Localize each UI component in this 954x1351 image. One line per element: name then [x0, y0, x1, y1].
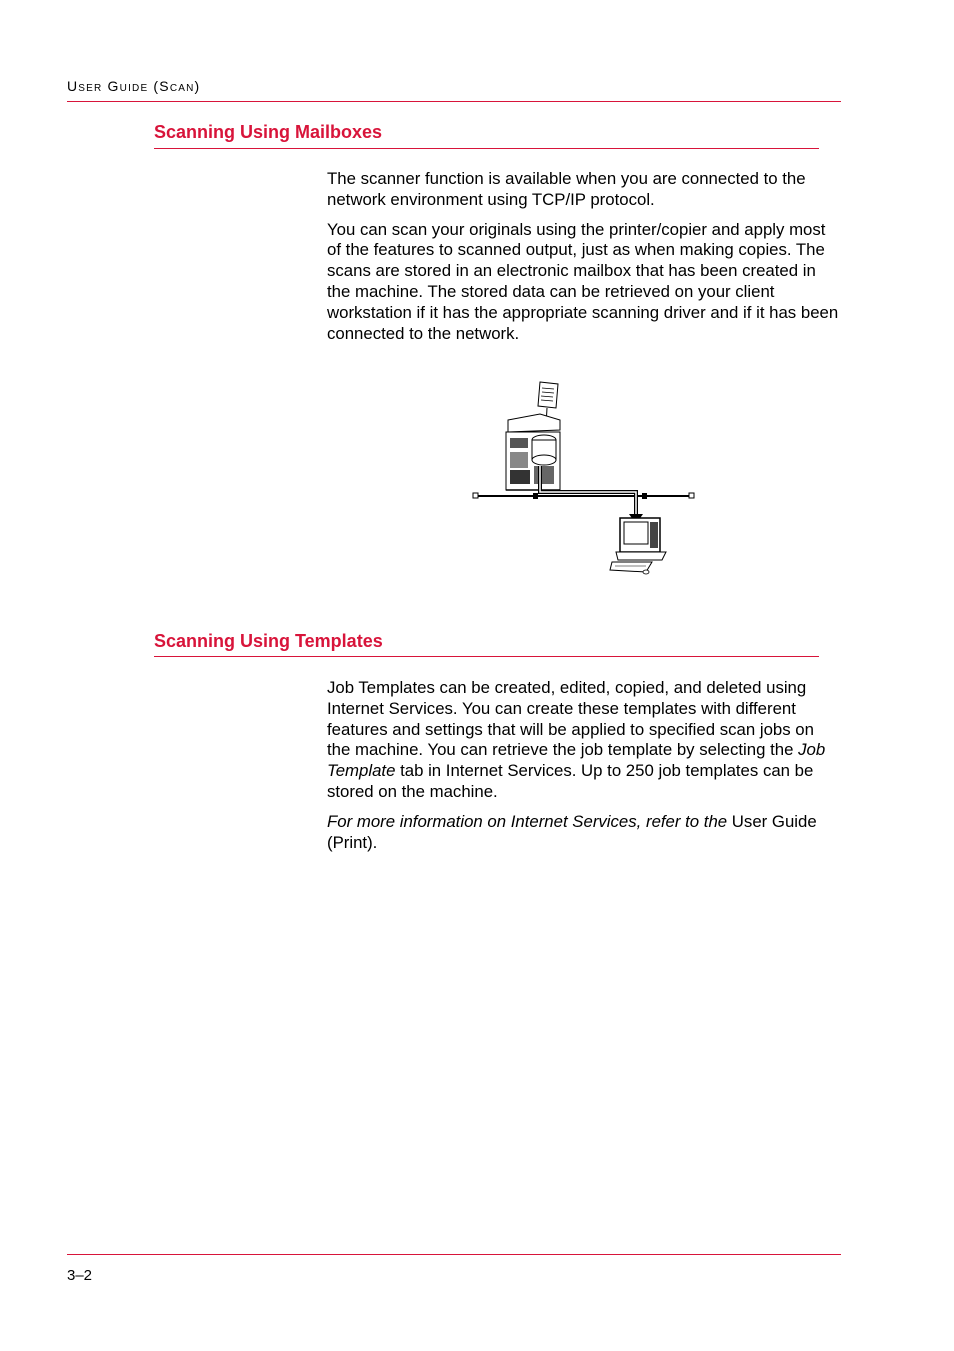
mailboxes-body	[327, 169, 841, 353]
footer-rule	[67, 1254, 841, 1255]
italic-run: For more information on Internet Services, refer to the	[327, 811, 728, 831]
italic-run: Job Template	[327, 740, 826, 781]
section-title-mailboxes: Scanning Using Mailboxes	[154, 122, 383, 142]
header-rule	[67, 101, 841, 102]
reference-note	[327, 812, 841, 854]
copier-icon	[506, 414, 560, 490]
section-title-templates: Scanning Using Templates	[154, 631, 383, 651]
section-rule-mailboxes	[154, 148, 819, 149]
templates-body	[327, 678, 841, 862]
section-rule-templates	[154, 656, 819, 657]
network-scan-figure	[470, 378, 696, 576]
text-run: Job Templates can be created, edited, copied, and deleted using Internet Services. You can create these templates with different features and settings that will be applied to specified scan jobs on the machine. You can retrieve the job template by selecting the	[327, 678, 814, 760]
paragraph: The scanner function is available when you are connected to the network environment using TCP/IP protocol.	[327, 169, 806, 209]
workstation-icon	[610, 518, 666, 574]
paragraph	[327, 678, 841, 803]
text-run: tab in Internet Services. Up to 250 job templates can be stored on the machine.	[327, 761, 814, 801]
page-number: 3–2	[67, 1267, 93, 1284]
paragraph: You can scan your originals using the printer/copier and apply most of the features to scanned output, just as when making copies. The scans are stored in an electronic mailbox that has been created in the machine. The stored data can be retrieved on your client workstation if it has the appropriate scanning driver and if it has been connected to the network.	[327, 219, 839, 343]
running-header: User Guide (Scan)	[67, 78, 201, 94]
text-run: User Guide (Print).	[327, 811, 817, 852]
